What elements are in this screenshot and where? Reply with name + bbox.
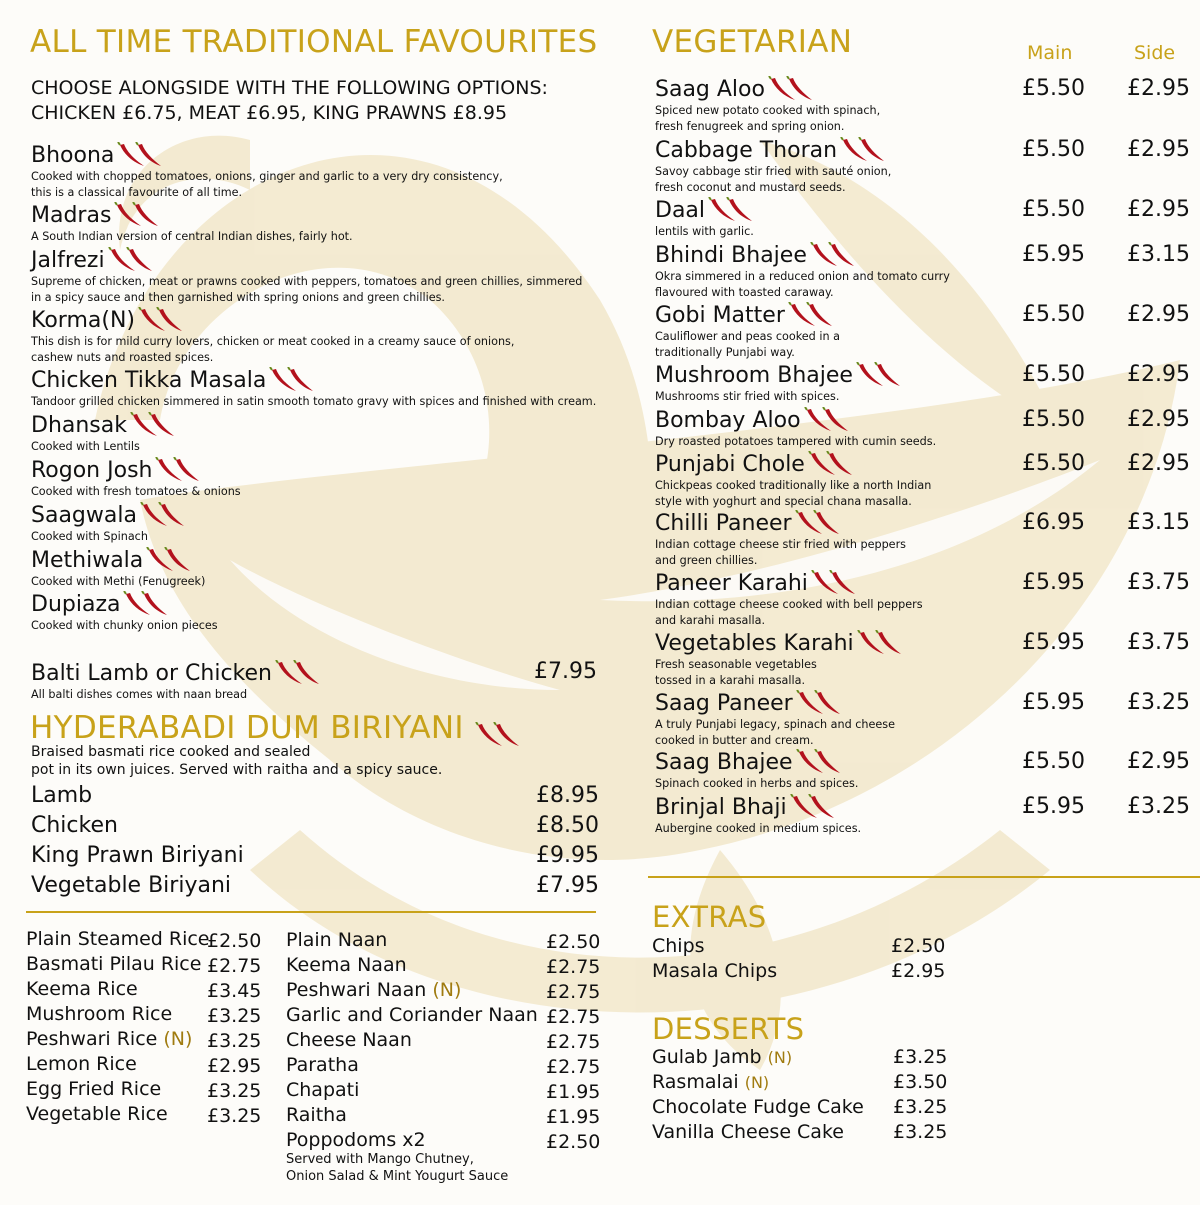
extras-title: EXTRAS <box>652 900 767 934</box>
dessert-item-name <box>652 1121 844 1143</box>
dish-desc: Cooked with Methi (Fenugreek) <box>31 575 206 588</box>
dish-item <box>655 690 895 748</box>
chili-icon <box>122 591 170 617</box>
rice-item-price: £3.25 <box>207 1030 262 1052</box>
chili-icon <box>855 362 903 388</box>
rice-name: Mushroom Rice <box>26 1003 173 1025</box>
biriyani-item-name: King Prawn Biriyani <box>31 843 244 868</box>
dish-desc: A South Indian version of central Indian dishes, fairly hot. <box>31 230 353 243</box>
dessert-item-name <box>652 1096 864 1118</box>
dish-name: Gobi Matter <box>655 303 785 328</box>
desserts-title: DESSERTS <box>652 1012 805 1046</box>
rice-item-price: £3.25 <box>207 1005 262 1027</box>
dish-desc: Spiced new potato cooked with spinach, <box>655 104 881 117</box>
veg-side-price: £2.95 <box>1127 451 1190 476</box>
bread-name: Keema Naan <box>286 954 407 976</box>
veg-side-price: £3.75 <box>1127 630 1190 655</box>
dish-name: Paneer Karahi <box>655 571 808 596</box>
col-main-header: Main <box>1027 42 1073 64</box>
dish-name: Madras <box>31 203 112 228</box>
veg-side-price: £3.15 <box>1127 242 1190 267</box>
dish-desc: This dish is for mild curry lovers, chicken or meat cooked in a creamy sauce of onions, <box>31 335 515 348</box>
veg-side-price: £2.95 <box>1127 362 1190 387</box>
bread-item-price: £1.95 <box>546 1106 601 1128</box>
dish-desc: and karahi masalla. <box>655 614 766 627</box>
dish-item <box>655 76 880 134</box>
biriyani-item-price: £8.50 <box>536 813 599 838</box>
dish-desc: Tandoor grilled chicken simmered in satin smooth tomato gravy with spices and finished with cream. <box>31 395 597 408</box>
veg-side-price: £3.15 <box>1127 510 1190 535</box>
dish-name: Mushroom Bhajee <box>655 363 853 388</box>
veg-main-price: £5.50 <box>1022 362 1085 387</box>
bread-item-name <box>286 1054 359 1076</box>
rice-name: Lemon Rice <box>26 1053 137 1075</box>
dish-name-row <box>31 591 218 617</box>
dish-desc: Indian cottage cheese cooked with bell peppers <box>655 598 923 611</box>
dish-desc: traditionally Punjabi way. <box>655 346 795 359</box>
veg-side-price: £3.25 <box>1127 690 1190 715</box>
dessert-name: Chocolate Fudge Cake <box>652 1096 864 1118</box>
biriyani-item-price: £9.95 <box>536 843 599 868</box>
rice-item-name <box>26 978 138 1000</box>
dish-name: Korma(N) <box>31 308 135 333</box>
bread-item-name <box>286 929 387 951</box>
bread-name: Raitha <box>286 1104 347 1126</box>
rice-item-name <box>26 1003 172 1025</box>
bread-item-price: £1.95 <box>546 1081 601 1103</box>
dish-desc: cashew nuts and roasted spices. <box>31 351 214 364</box>
dish-desc: fresh coconut and mustard seeds. <box>655 181 846 194</box>
veg-side-price: £3.25 <box>1127 794 1190 819</box>
dish-item <box>31 591 218 634</box>
options-line-2: CHICKEN £6.75, MEAT £6.95, KING PRAWNS £8.95 <box>31 102 508 124</box>
dish-name: Methiwala <box>31 548 144 573</box>
bread-item-price: £2.75 <box>546 956 601 978</box>
chili-icon <box>707 197 755 223</box>
biriyani-item-name: Chicken <box>31 813 118 838</box>
chili-icon <box>795 690 843 716</box>
extra-item-price: £2.50 <box>891 935 946 957</box>
dish-desc: Cooked with Spinach <box>31 530 148 543</box>
dish-item <box>655 510 906 568</box>
bread-item-name <box>286 979 461 1001</box>
veg-main-price: £5.50 <box>1022 749 1085 774</box>
dish-desc: Fresh seasonable vegetables <box>655 658 817 671</box>
chili-icon <box>113 202 161 228</box>
bread-item-name <box>286 1079 359 1101</box>
dish-name: Cabbage Thoran <box>655 138 838 163</box>
veg-main-price: £5.95 <box>1022 630 1085 655</box>
chili-icon <box>789 794 837 820</box>
biriyani-title-row <box>30 710 522 746</box>
chili-icon <box>807 451 855 477</box>
dish-name: Saag Bhajee <box>655 750 793 775</box>
dish-name: Chicken Tikka Masala <box>31 368 267 393</box>
dessert-item-name <box>652 1071 769 1093</box>
chili-icon <box>795 749 843 775</box>
dish-desc: Indian cottage cheese stir fried with peppers <box>655 538 906 551</box>
divider-right <box>648 876 1200 878</box>
dish-item <box>31 502 187 545</box>
rice-name: Plain Steamed Rice <box>26 928 210 950</box>
dish-name: Brinjal Bhaji <box>655 795 787 820</box>
rice-name: Basmati Pilau Rice <box>26 953 202 975</box>
rice-item-name <box>26 928 210 950</box>
chili-icon <box>154 457 202 483</box>
veg-main-price: £5.50 <box>1022 76 1085 101</box>
dish-item <box>655 137 891 195</box>
veg-side-price: £2.95 <box>1127 302 1190 327</box>
chili-icon <box>787 302 835 328</box>
vegetarian-title: VEGETARIAN <box>652 24 853 60</box>
dish-item <box>655 570 923 628</box>
dish-name: Dhansak <box>31 413 127 438</box>
rice-item-name <box>26 1028 192 1050</box>
rice-name: Vegetable Rice <box>26 1103 168 1125</box>
balti-name: Balti Lamb or Chicken <box>31 661 272 686</box>
dish-item <box>31 367 596 410</box>
bread-item-price: £2.75 <box>546 1006 601 1028</box>
biriyani-desc-2: pot in its own juices. Served with raitha and a spicy sauce. <box>31 762 443 778</box>
bread-name: Chapati <box>286 1079 360 1101</box>
dish-name: Saagwala <box>31 503 137 528</box>
dish-desc: tossed in a karahi masalla. <box>655 674 806 687</box>
dish-item <box>655 794 861 837</box>
biriyani-item-price: £7.95 <box>536 873 599 898</box>
dish-name-row <box>655 510 906 536</box>
bread-name: Paratha <box>286 1054 359 1076</box>
dish-item <box>655 630 904 688</box>
veg-main-price: £5.95 <box>1022 570 1085 595</box>
dish-item <box>655 407 936 450</box>
dish-name: Daal <box>655 198 706 223</box>
bread-item-price: £2.75 <box>546 1056 601 1078</box>
dish-desc: cooked in butter and cream. <box>655 734 814 747</box>
dish-desc: Cauliflower and peas cooked in a <box>655 330 840 343</box>
dish-name-row <box>655 137 891 163</box>
dish-name-row <box>655 197 755 223</box>
veg-main-price: £5.95 <box>1022 794 1085 819</box>
balti-dish <box>31 660 322 702</box>
dish-item <box>655 242 950 300</box>
chili-icon <box>803 407 851 433</box>
dish-name-row <box>31 307 514 333</box>
bread-name: Plain Naan <box>286 929 388 951</box>
chili-icon <box>810 570 858 596</box>
dish-desc: Cooked with fresh tomatoes & onions <box>31 485 241 498</box>
dish-desc: Savoy cabbage stir fried with sauté onion, <box>655 165 892 178</box>
balti-price: £7.95 <box>534 659 597 684</box>
rice-name: Peshwari Rice <box>26 1028 164 1050</box>
dessert-item-price: £3.25 <box>893 1046 948 1068</box>
dish-name-row <box>655 794 861 820</box>
veg-main-price: £6.95 <box>1022 510 1085 535</box>
dessert-item-price: £3.25 <box>893 1096 948 1118</box>
poppodoms-note-1: Served with Mango Chutney, <box>286 1152 474 1167</box>
dish-desc: flavoured with toasted caraway. <box>655 286 834 299</box>
veg-main-price: £5.50 <box>1022 407 1085 432</box>
bread-item-price: £2.75 <box>546 1031 601 1053</box>
col-side-header: Side <box>1134 42 1176 64</box>
rice-item-name <box>26 1103 168 1125</box>
dish-name: Dupiaza <box>31 592 121 617</box>
dish-name-row <box>655 570 923 596</box>
dish-item <box>31 202 353 245</box>
veg-side-price: £3.75 <box>1127 570 1190 595</box>
dish-name: Bombay Aloo <box>655 408 801 433</box>
chili-icon <box>856 630 904 656</box>
dish-desc: Supreme of chicken, meat or prawns cooked with peppers, tomatoes and green chillies, simmered <box>31 275 583 288</box>
bread-name: Peshwari Naan <box>286 979 433 1001</box>
bread-item-price: £2.50 <box>546 1131 601 1153</box>
dish-name-row <box>31 142 503 168</box>
dish-desc: this is a classical favourite of all time. <box>31 186 243 199</box>
veg-side-price: £2.95 <box>1127 76 1190 101</box>
rice-name: Egg Fried Rice <box>26 1078 162 1100</box>
dish-name-row <box>655 302 840 328</box>
chili-icon <box>145 547 193 573</box>
bread-item-name <box>286 954 407 976</box>
dish-name: Bhindi Bhajee <box>655 243 807 268</box>
bread-item-name <box>286 1029 412 1051</box>
chili-icon <box>809 242 857 268</box>
dish-name-row <box>31 367 596 393</box>
chili-icon <box>139 502 187 528</box>
dish-item <box>655 362 903 405</box>
veg-main-price: £5.50 <box>1022 451 1085 476</box>
dessert-item-price: £3.50 <box>893 1071 948 1093</box>
dish-desc: A truly Punjabi legacy, spinach and cheese <box>655 718 895 731</box>
chili-icon <box>116 142 164 168</box>
bread-item-name <box>286 1129 426 1151</box>
dish-name: Rogon Josh <box>31 458 153 483</box>
dish-desc: in a spicy sauce and then garnished with spring onions and green chillies. <box>31 291 445 304</box>
biriyani-desc-1: Braised basmati rice cooked and sealed <box>31 744 311 760</box>
dish-item <box>31 412 177 455</box>
bread-item-name <box>286 1104 347 1126</box>
rice-item-name <box>26 1078 161 1100</box>
dessert-name: Rasmalai <box>652 1071 745 1093</box>
chili-icon <box>474 720 522 746</box>
dish-item <box>31 547 205 590</box>
dish-name: Chilli Paneer <box>655 511 792 536</box>
divider-left <box>26 911 596 913</box>
biriyani-title: HYDERABADI DUM BIRIYANI <box>30 710 464 746</box>
veg-side-price: £2.95 <box>1127 137 1190 162</box>
biriyani-item-name: Lamb <box>31 783 93 808</box>
biriyani-item-price: £8.95 <box>536 783 599 808</box>
dish-name-row <box>31 247 582 273</box>
dish-desc: Mushrooms stir fried with spices. <box>655 390 840 403</box>
chili-icon <box>137 307 185 333</box>
dish-name-row <box>655 242 950 268</box>
poppodoms-note-2: Onion Salad & Mint Yougurt Sauce <box>286 1169 509 1184</box>
nut-marker: (N) <box>432 979 462 1001</box>
dish-desc: Cooked with Lentils <box>31 440 140 453</box>
extra-item-name: Chips <box>652 935 705 957</box>
dessert-item-price: £3.25 <box>893 1121 948 1143</box>
rice-item-price: £2.50 <box>207 930 262 952</box>
dish-name: Jalfrezi <box>31 248 105 273</box>
veg-side-price: £2.95 <box>1127 749 1190 774</box>
rice-item-price: £3.45 <box>207 980 262 1002</box>
dish-name-row <box>655 76 880 102</box>
dish-name: Vegetables Karahi <box>655 631 854 656</box>
nut-marker: (N) <box>767 1048 793 1067</box>
dish-desc: lentils with garlic. <box>655 225 754 238</box>
dessert-item-name <box>652 1046 792 1068</box>
dish-item <box>31 307 514 365</box>
dish-item <box>655 302 840 360</box>
extra-item-price: £2.95 <box>891 960 946 982</box>
chili-icon <box>129 412 177 438</box>
rice-item-price: £2.75 <box>207 955 262 977</box>
chili-icon <box>274 660 322 686</box>
chili-icon <box>767 76 815 102</box>
dish-name-row <box>655 451 931 477</box>
dish-desc: Cooked with chopped tomatoes, onions, ginger and garlic to a very dry consistency, <box>31 170 503 183</box>
bread-name: Cheese Naan <box>286 1029 412 1051</box>
veg-side-price: £2.95 <box>1127 197 1190 222</box>
dish-name-row <box>655 690 895 716</box>
dish-desc: Dry roasted potatoes tampered with cumin seeds. <box>655 435 937 448</box>
options-line-1: CHOOSE ALONGSIDE WITH THE FOLLOWING OPTIONS: <box>31 77 548 99</box>
nut-marker: (N) <box>744 1073 770 1092</box>
dish-name-row <box>31 202 353 228</box>
dish-desc: style with yoghurt and special chana masalla. <box>655 495 912 508</box>
dish-name-row <box>655 407 936 433</box>
rice-item-price: £3.25 <box>207 1080 262 1102</box>
dish-name-row <box>31 547 205 573</box>
chili-icon <box>268 367 316 393</box>
dish-item <box>655 451 931 509</box>
dish-name-row <box>31 412 177 438</box>
dish-name: Punjabi Chole <box>655 452 805 477</box>
chili-icon <box>107 247 155 273</box>
bread-item-price: £2.75 <box>546 981 601 1003</box>
veg-side-price: £2.95 <box>1127 407 1190 432</box>
veg-main-price: £5.95 <box>1022 690 1085 715</box>
rice-item-name <box>26 1053 137 1075</box>
veg-main-price: £5.50 <box>1022 137 1085 162</box>
dish-desc: Spinach cooked in herbs and spices. <box>655 777 859 790</box>
bread-name: Poppodoms x2 <box>286 1129 426 1151</box>
dish-name-row <box>655 362 903 388</box>
dish-name-row <box>655 630 904 656</box>
biriyani-item-name: Vegetable Biriyani <box>31 873 232 898</box>
bread-item-price: £2.50 <box>546 931 601 953</box>
veg-main-price: £5.95 <box>1022 242 1085 267</box>
dish-item <box>31 457 241 500</box>
veg-main-price: £5.50 <box>1022 302 1085 327</box>
dessert-name: Vanilla Cheese Cake <box>652 1121 844 1143</box>
dish-item <box>655 749 858 792</box>
dessert-name: Gulab Jamb <box>652 1046 768 1068</box>
dish-name: Saag Paneer <box>655 691 793 716</box>
traditional-title: ALL TIME TRADITIONAL FAVOURITES <box>30 24 598 60</box>
bread-item-name <box>286 1004 538 1026</box>
rice-item-price: £2.95 <box>207 1055 262 1077</box>
dish-desc: fresh fenugreek and spring onion. <box>655 120 845 133</box>
dish-desc: Chickpeas cooked traditionally like a north Indian <box>655 479 932 492</box>
dish-desc: and green chillies. <box>655 554 758 567</box>
bread-name: Garlic and Coriander Naan <box>286 1004 538 1026</box>
nut-marker: (N) <box>163 1028 193 1050</box>
dish-item <box>655 197 755 240</box>
dish-desc: Cooked with chunky onion pieces <box>31 619 218 632</box>
dish-name: Bhoona <box>31 143 115 168</box>
dish-name-row <box>31 457 241 483</box>
veg-main-price: £5.50 <box>1022 197 1085 222</box>
chili-icon <box>839 137 887 163</box>
rice-item-price: £3.25 <box>207 1105 262 1127</box>
dish-desc: Aubergine cooked in medium spices. <box>655 822 862 835</box>
chili-icon <box>794 510 842 536</box>
dish-name: Saag Aloo <box>655 77 765 102</box>
extra-item-name: Masala Chips <box>652 960 778 982</box>
rice-item-name <box>26 953 201 975</box>
dish-name-row <box>655 749 858 775</box>
rice-name: Keema Rice <box>26 978 138 1000</box>
dish-item <box>31 247 582 305</box>
dish-desc: Okra simmered in a reduced onion and tomato curry <box>655 270 950 283</box>
dish-item <box>31 142 503 200</box>
dish-name-row <box>31 502 187 528</box>
balti-desc: All balti dishes comes with naan bread <box>31 688 248 701</box>
